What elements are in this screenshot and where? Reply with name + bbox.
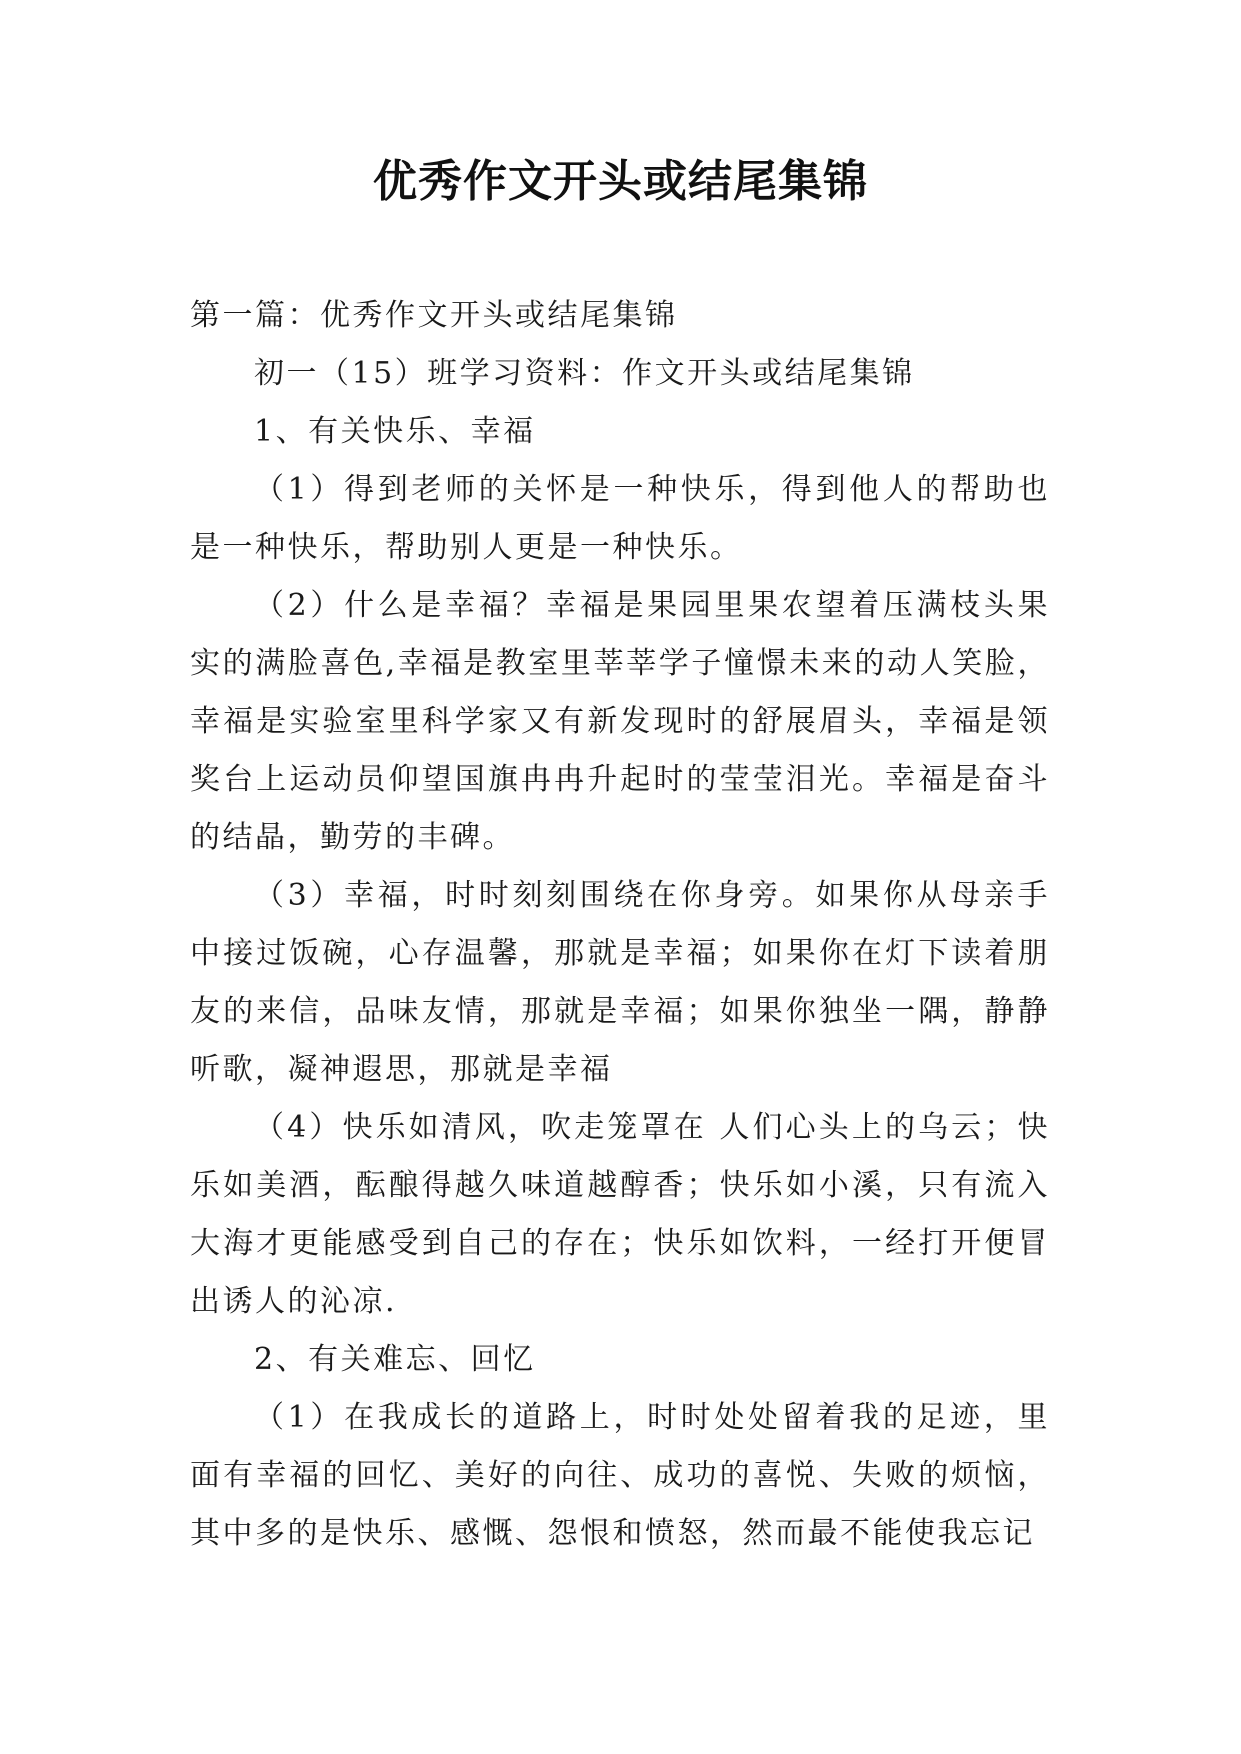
paragraph-happiness-3: （3）幸福，时时刻刻围绕在你身旁。如果你从母亲手中接过饭碗，心存温馨，那就是幸福；如果你在灯下读着朋友的来信，品味友情，那就是幸福；如果你独坐一隅，静静听歌，凝神遐思，那就是幸福	[190, 878, 1050, 1087]
paragraph-memories-1: （1）在我成长的道路上，时时处处留着我的足迹，里面有幸福的回忆、美好的向往、成功的喜悦、失败的烦恼，其中多的是快乐、感慨、怨恨和愤怒，然而最不能使我忘记	[190, 1400, 1050, 1551]
document-body	[190, 287, 1050, 1563]
paragraph-happiness-1: （1）得到老师的关怀是一种快乐，得到他人的帮助也是一种快乐，帮助别人更是一种快乐。	[190, 472, 1050, 565]
paragraph-section-heading: 第一篇：优秀作文开头或结尾集锦	[190, 298, 678, 333]
paragraph-topic-memories: 2、有关难忘、回忆	[254, 1342, 536, 1377]
paragraph-happiness-4: （4）快乐如清风，吹走笼罩在 人们心头上的乌云；快乐如美酒，酝酿得越久味道越醇香；快乐如小溪，只有流入大海才更能感受到自己的存在；快乐如饮料，一经打开便冒出诱人的沁凉.	[190, 1110, 1050, 1319]
paragraph-class-material: 初一（15）班学习资料：作文开头或结尾集锦	[254, 356, 915, 391]
document-title: 优秀作文开头或结尾集锦	[373, 156, 868, 207]
paragraph-happiness-2: （2）什么是幸福？幸福是果园里果农望着压满枝头果实的满脸喜色,幸福是教室里莘莘学子憧憬未来的动人笑脸，幸福是实验室里科学家又有新发现时的舒展眉头，幸福是领奖台上运动员仰望国旗冉冉升起时的莹莹泪光。幸福是奋斗的结晶，勤劳的丰碑。	[190, 588, 1050, 855]
paragraph-topic-happiness: 1、有关快乐、幸福	[254, 414, 536, 449]
